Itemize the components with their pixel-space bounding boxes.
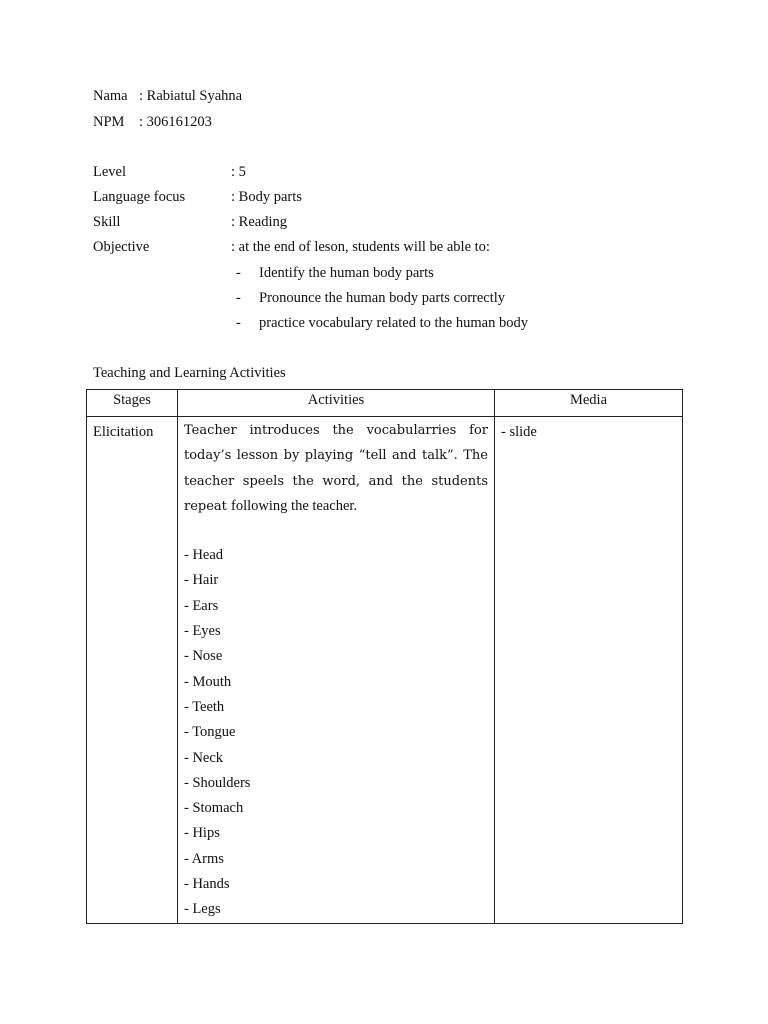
objective-item: Identify the human body parts bbox=[259, 265, 434, 281]
list-item: - Hands bbox=[184, 876, 230, 893]
list-item: - Tongue bbox=[184, 724, 236, 741]
header-media: Media bbox=[495, 390, 683, 417]
skill-value: : Reading bbox=[231, 214, 287, 230]
header-stages: Stages bbox=[87, 390, 178, 417]
list-item: - Arms bbox=[184, 850, 224, 867]
list-item: - Teeth bbox=[184, 698, 225, 715]
objective-item: practice vocabulary related to the human body bbox=[259, 315, 528, 331]
objective-value: : at the end of leson, students will be able to: bbox=[231, 239, 490, 255]
list-item: - Neck bbox=[184, 749, 224, 766]
level-value: : 5 bbox=[231, 164, 246, 180]
activity-description bbox=[184, 418, 488, 519]
npm-label: NPM bbox=[93, 114, 125, 130]
objective-bullet: - bbox=[236, 315, 241, 331]
list-item: - Shoulders bbox=[184, 774, 251, 791]
list-item: - Ears bbox=[184, 597, 219, 614]
language-focus-value: : Body parts bbox=[231, 189, 302, 205]
activity-cell bbox=[178, 417, 495, 924]
language-focus-label: Language focus bbox=[93, 189, 186, 205]
list-item: - Head bbox=[184, 547, 224, 564]
stage-cell: Elicitation bbox=[87, 417, 178, 924]
media-cell: - slide bbox=[495, 417, 683, 924]
list-item: - Legs bbox=[184, 901, 221, 918]
objective-bullet: - bbox=[236, 290, 241, 306]
skill-label: Skill bbox=[93, 214, 121, 230]
list-item: - Hips bbox=[184, 825, 220, 842]
objective-label: Objective bbox=[93, 239, 150, 255]
table-header-row bbox=[87, 390, 683, 417]
activities-table bbox=[86, 389, 683, 924]
name-value: : Rabiatul Syahna bbox=[139, 88, 243, 104]
objective-bullet: - bbox=[236, 265, 241, 281]
level-label: Level bbox=[93, 164, 127, 180]
list-item: - Nose bbox=[184, 648, 223, 665]
list-item: - Eyes bbox=[184, 623, 221, 640]
section-title: Teaching and Learning Activities bbox=[93, 365, 286, 381]
name-label: Nama bbox=[93, 88, 128, 104]
vocab-list bbox=[184, 543, 488, 922]
list-item: - Stomach bbox=[184, 800, 244, 817]
objective-item: Pronounce the human body parts correctly bbox=[259, 290, 506, 306]
activity-text-end: following the teacher. bbox=[231, 497, 358, 514]
activity-text: Teacher introduces the vocabularries for today’s lesson by playing “tell and talk”. The teacher speels the word, and the students repeat bbox=[184, 423, 488, 514]
list-item: - Hair bbox=[184, 572, 219, 589]
header-activities: Activities bbox=[178, 390, 495, 417]
list-item: - Mouth bbox=[184, 673, 232, 690]
npm-value: : 306161203 bbox=[139, 114, 212, 130]
table-row bbox=[87, 417, 683, 924]
